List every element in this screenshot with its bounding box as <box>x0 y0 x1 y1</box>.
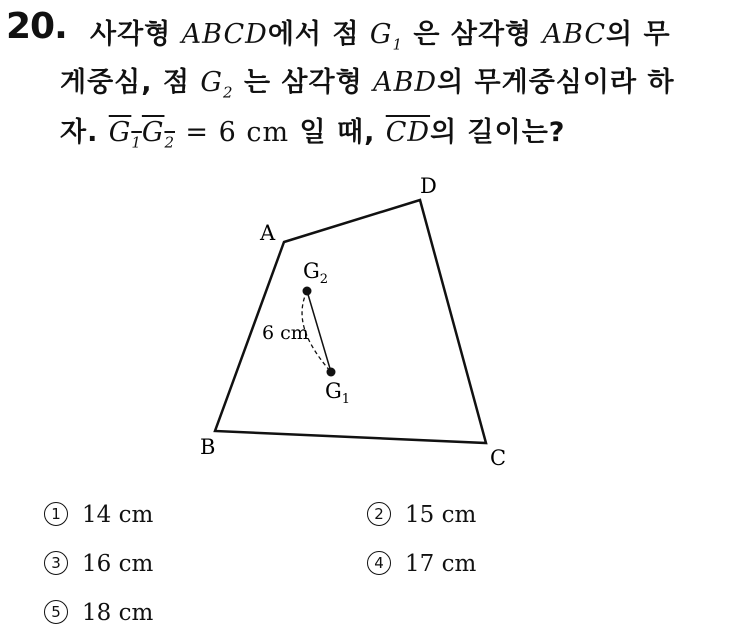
choice-text: 14 cm <box>82 502 154 528</box>
question-line-2 <box>60 60 675 101</box>
label-distance: 6 cm <box>262 322 309 344</box>
math: ABCD <box>181 19 268 50</box>
label-c: C <box>490 446 507 470</box>
text: 의 무게중심이라 하 <box>437 67 675 98</box>
text: 은 삼각형 <box>413 19 533 50</box>
choice-text: 17 cm <box>405 551 477 577</box>
text: 에서 점 <box>267 19 360 50</box>
text: 게중심, 점 <box>60 67 190 98</box>
quadrilateral-figure <box>190 165 530 475</box>
question-number: 20. <box>6 6 67 47</box>
choice-number: 2 <box>367 502 391 526</box>
label-a: A <box>260 221 276 245</box>
label-d: D <box>420 174 437 198</box>
point-g1 <box>327 368 336 377</box>
choice-3[interactable] <box>44 551 153 577</box>
choice-text: 18 cm <box>82 600 154 626</box>
choice-1[interactable] <box>44 502 153 528</box>
point-g2 <box>303 287 312 296</box>
segment-g1g2: $G_1G_2$ <box>108 117 175 152</box>
segment-cd: $\overline{CD}$ <box>385 117 431 148</box>
choice-5[interactable] <box>44 600 153 626</box>
label-b: B <box>200 435 216 459</box>
segment-g1g2 <box>307 291 331 372</box>
text: 자. <box>60 117 99 148</box>
math: ABC <box>542 19 607 50</box>
text: 의 무 <box>606 19 671 50</box>
equation: = 6 cm <box>185 117 290 148</box>
text: 일 때, <box>299 117 376 148</box>
question-line-1 <box>90 12 671 53</box>
math: ABD <box>373 67 438 98</box>
text: 는 삼각형 <box>243 67 363 98</box>
text: 사각형 <box>90 19 172 50</box>
choice-text: 15 cm <box>405 502 477 528</box>
text: 의 길이는? <box>430 117 566 148</box>
label-g1: $G_1$ <box>325 379 351 407</box>
choice-2[interactable] <box>367 502 476 528</box>
choice-number: 1 <box>44 502 68 526</box>
choice-number: 3 <box>44 551 68 575</box>
choice-number: 5 <box>44 600 68 624</box>
math-g2: $G_2$ <box>200 67 234 102</box>
choice-4[interactable] <box>367 551 476 577</box>
question-line-3 <box>60 110 565 151</box>
label-g2: $G_2$ <box>303 259 329 287</box>
quadrilateral-abcd <box>215 200 486 443</box>
choice-number: 4 <box>367 551 391 575</box>
choice-text: 16 cm <box>82 551 154 577</box>
math-g1: $G_1$ <box>369 19 403 54</box>
